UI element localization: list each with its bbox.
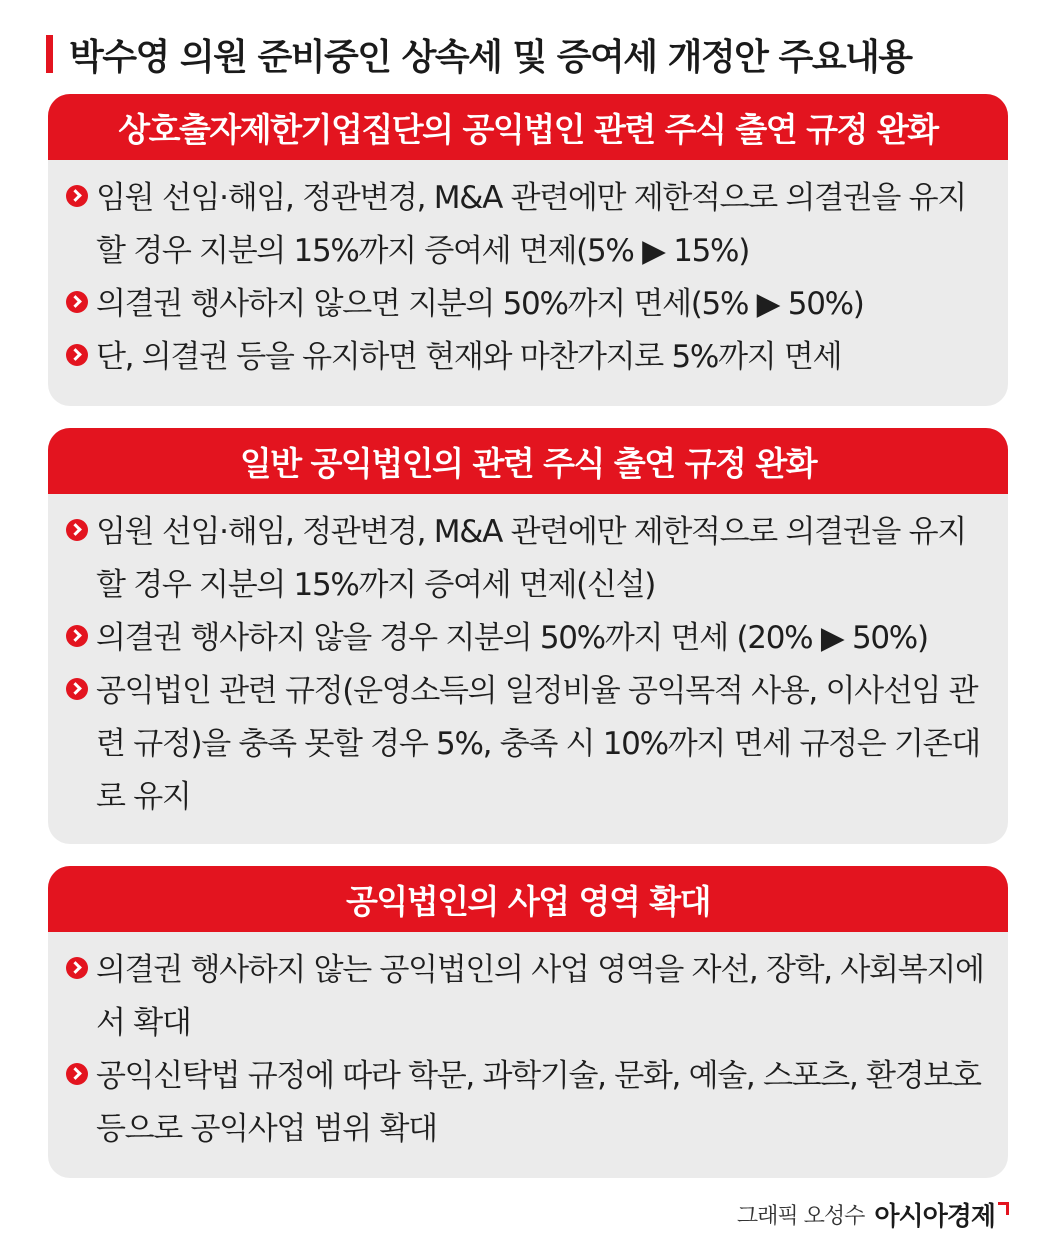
section-header: 상호출자제한기업집단의 공익법인 관련 주식 출연 규정 완화	[48, 94, 1008, 160]
section-header: 일반 공익법인의 관련 주식 출연 규정 완화	[48, 428, 1008, 494]
bullet-text: 임원 선임·해임, 정관변경, M&A 관련에만 제한적으로 의결권을 유지할 경우 지분의 15%까지 증여세 면제(5% ▶ 15%)	[96, 180, 966, 269]
list-item	[66, 331, 988, 384]
section-1	[48, 94, 1008, 406]
list-item	[66, 944, 988, 1050]
list-item	[66, 1050, 988, 1156]
bullet-text: 의결권 행사하지 않을 경우 지분의 50%까지 면세 (20% ▶ 50%)	[96, 620, 928, 656]
section-2	[48, 428, 1008, 844]
bullet-text: 단, 의결권 등을 유지하면 현재와 마찬가지로 5%까지 면세	[96, 339, 842, 375]
section-header: 공익법인의 사업 영역 확대	[48, 866, 1008, 932]
page-title: 박수영 의원 준비중인 상속세 및 증여세 개정안 주요내용	[69, 36, 912, 78]
list-item	[66, 612, 988, 665]
chevron-right-icon	[66, 957, 88, 979]
chevron-right-icon	[66, 1063, 88, 1085]
section-body	[48, 160, 1008, 384]
chevron-right-icon	[66, 519, 88, 541]
graphic-credit: 그래픽 오성수	[736, 1204, 865, 1229]
bullet-text: 의결권 행사하지 않으면 지분의 50%까지 면세(5% ▶ 50%)	[96, 286, 864, 322]
bullet-text: 임원 선임·해임, 정관변경, M&A 관련에만 제한적으로 의결권을 유지할 경우 지분의 15%까지 증여세 면제(신설)	[96, 514, 966, 603]
section-body	[48, 932, 1008, 1156]
list-item	[66, 172, 988, 278]
chevron-right-icon	[66, 625, 88, 647]
section-body	[48, 494, 1008, 824]
title-accent-bar	[46, 35, 53, 73]
list-item	[66, 665, 988, 824]
chevron-right-icon	[66, 678, 88, 700]
bullet-text: 공익신탁법 규정에 따라 학문, 과학기술, 문화, 예술, 스포츠, 환경보호 등으로 공익사업 범위 확대	[96, 1058, 981, 1147]
list-item	[66, 278, 988, 331]
chevron-right-icon	[66, 344, 88, 366]
publisher-logo: 아시아경제	[874, 1202, 995, 1232]
chevron-right-icon	[66, 185, 88, 207]
list-item	[66, 506, 988, 612]
chevron-right-icon	[66, 291, 88, 313]
logo-mark-icon	[998, 1202, 1009, 1215]
section-3	[48, 866, 1008, 1178]
bullet-text: 의결권 행사하지 않는 공익법인의 사업 영역을 자선, 장학, 사회복지에서 확대	[96, 952, 984, 1041]
credit	[737, 1196, 1009, 1233]
bullet-text: 공익법인 관련 규정(운영소득의 일정비율 공익목적 사용, 이사선임 관련 규정)을 충족 못할 경우 5%, 충족 시 10%까지 면세 규정은 기존대로 유지	[96, 673, 980, 815]
page-title-bar	[46, 28, 1006, 80]
